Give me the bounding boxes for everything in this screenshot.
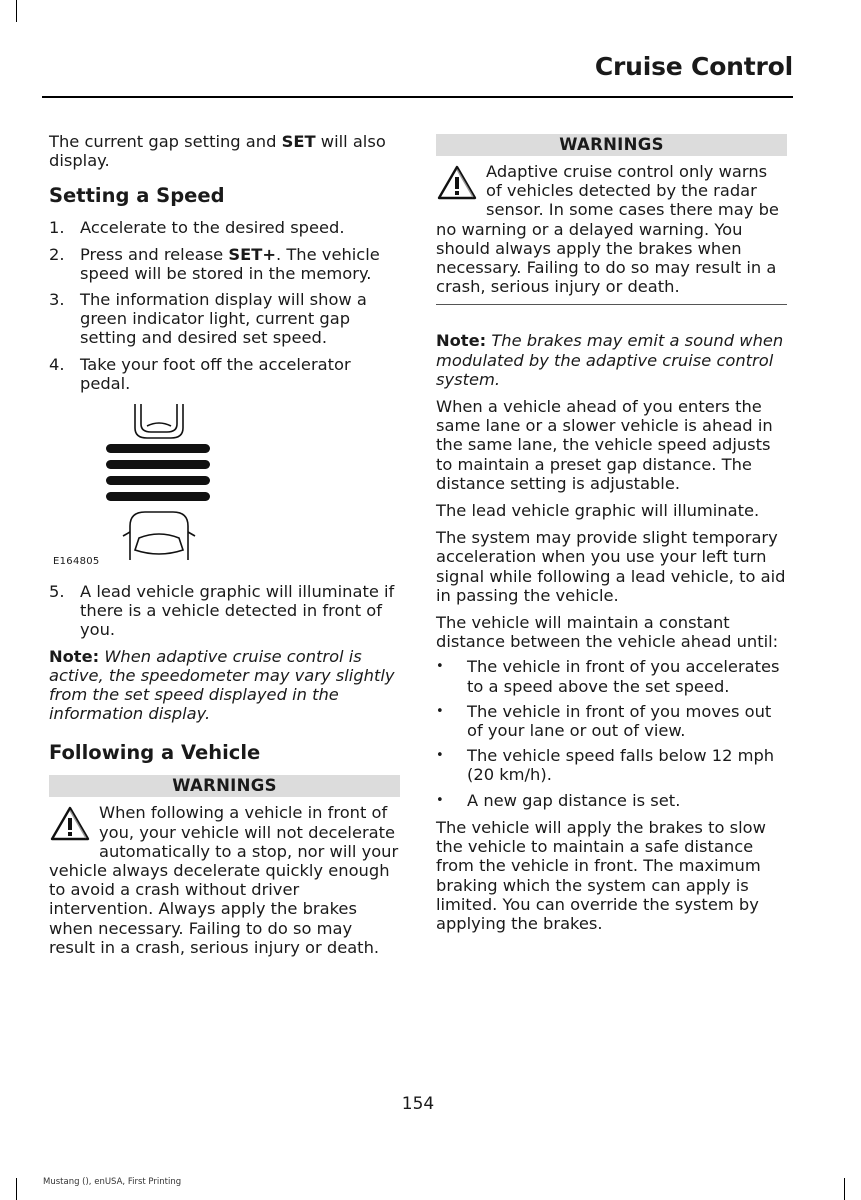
list-item: 3. The information display will show a green indicator light, current gap setting and desired set speed. <box>49 290 367 348</box>
lead-vehicle-icon <box>135 404 183 438</box>
steps-list-continued <box>49 582 400 640</box>
paragraph: When a vehicle ahead of you enters the same lane or a slower vehicle is ahead in the same lane, the vehicle speed adjusts to maintain a preset gap distance. The distance setting is adjustable. <box>436 397 773 493</box>
header-divider <box>42 96 793 98</box>
figure-id: E164805 <box>53 556 100 568</box>
list-item: • The vehicle speed falls below 12 mph (20 km/h). <box>436 746 775 785</box>
heading-setting-a-speed: Setting a Speed <box>49 184 225 208</box>
list-item: 5. A lead vehicle graphic will illuminate if there is a vehicle detected in front of you. <box>49 582 395 640</box>
gap-bars <box>106 444 210 501</box>
page-title: Cruise Control <box>594 52 793 81</box>
crop-mark <box>16 1178 17 1200</box>
list-item: 1. Accelerate to the desired speed. <box>49 218 345 238</box>
left-column <box>49 132 400 957</box>
warnings-header: WARNINGS <box>436 134 787 156</box>
gap-distance-figure <box>49 400 400 578</box>
crop-mark <box>16 0 17 22</box>
warning-text: Adaptive cruise control only warns of vehicles detected by the radar sensor. In some cases there may be no warning or a delayed warning. You should always apply the brakes when necessary. Failing to do so may result in a crash, serious injury or death. <box>436 162 787 305</box>
warning-text: When following a vehicle in front of you, your vehicle will not decelerate automatically to a stop, nor will your vehicle always decelerate quickly enough to avoid a crash without driver intervention. Always apply the brakes when necessary. Failing to do so may result in a crash, serious injury or death. <box>49 803 399 957</box>
list-item: • A new gap distance is set. <box>436 790 681 810</box>
paragraph: The lead vehicle graphic will illuminate. <box>436 501 760 521</box>
warning-triangle-icon <box>49 805 91 843</box>
crop-mark <box>844 1178 845 1200</box>
steps-list <box>49 218 400 393</box>
list-item: 4. Take your foot off the accelerator pedal. <box>49 354 351 393</box>
bullet-list <box>436 657 787 809</box>
paragraph: The system may provide slight temporary acceleration when you use your left turn signal while following a lead vehicle, to aid in passing the vehicle. <box>436 528 786 605</box>
warnings-header: WARNINGS <box>49 775 400 797</box>
warning-triangle-icon <box>436 164 478 202</box>
note: Note: When adaptive cruise control is active, the speedometer may vary slightly from the set speed displayed in the information display. <box>49 646 395 724</box>
note: Note: The brakes may emit a sound when modulated by the adaptive cruise control system. <box>436 331 784 389</box>
intro-paragraph: The current gap setting and SET will also display. <box>49 132 386 171</box>
list-item: • The vehicle in front of you moves out of your lane or out of view. <box>436 701 772 741</box>
footer-text: Mustang (), enUSA, First Printing <box>43 1177 182 1187</box>
list-item: • The vehicle in front of you accelerates to a speed above the set speed. <box>436 657 780 696</box>
page-number: 154 <box>401 1094 435 1114</box>
own-vehicle-icon <box>123 512 195 560</box>
paragraph: The vehicle will apply the brakes to slow the vehicle to maintain a safe distance from the vehicle in front. The maximum braking which the system can apply is limited. You can override the system by applying the brakes. <box>436 817 766 933</box>
list-item: 2. Press and release SET+. The vehicle speed will be stored in the memory. <box>49 244 380 283</box>
heading-following-a-vehicle: Following a Vehicle <box>49 741 261 765</box>
right-column <box>436 132 787 941</box>
paragraph: The vehicle will maintain a constant distance between the vehicle ahead until: <box>436 613 779 652</box>
